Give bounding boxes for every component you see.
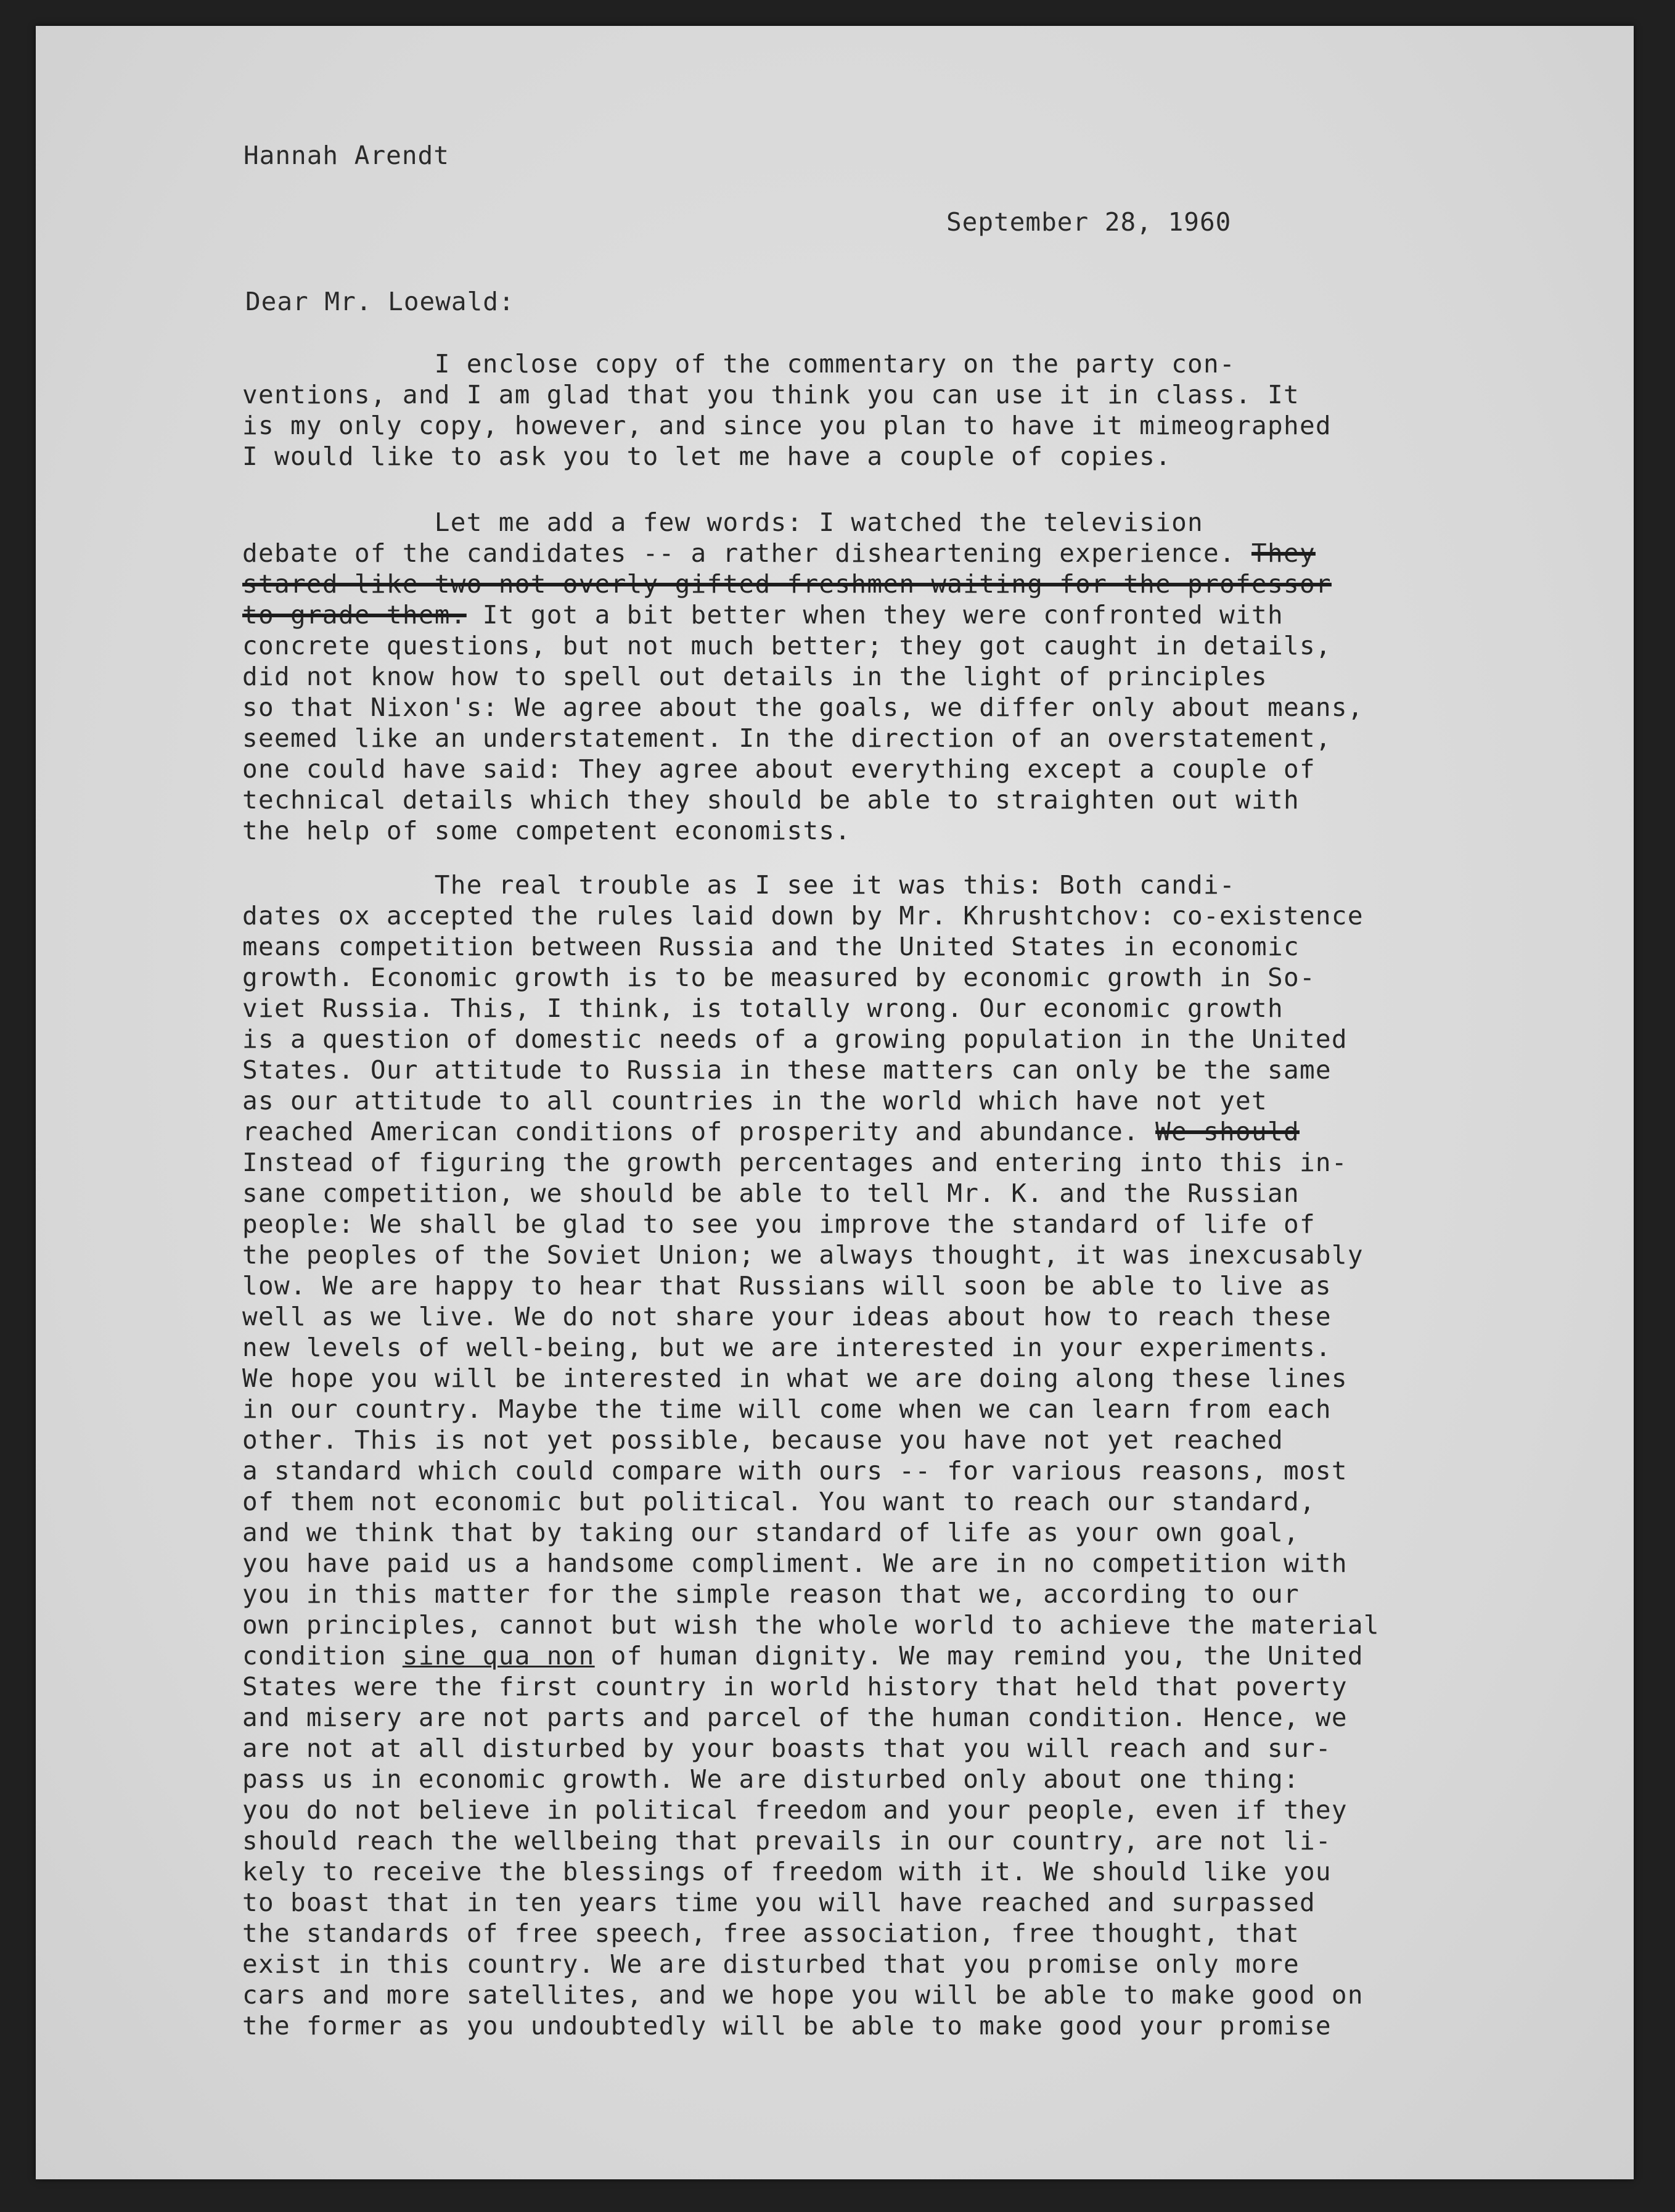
text-line: other. This is not yet possible, because you have not yet reached [242,1425,1284,1455]
text-line: as our attitude to all countries in the world which have not yet [242,1086,1268,1116]
text-segment: condition [242,1641,403,1671]
text-line: and misery are not parts and parcel of the human condition. Hence, we [242,1703,1348,1732]
text-line: I enclose copy of the commentary on the party con- [242,349,1236,379]
text-line: you do not believe in political freedom and your people, even if they [242,1795,1348,1825]
text-line: We hope you will be interested in what we are doing along these lines [242,1363,1348,1393]
text-line: Instead of figuring the growth percentages and entering into this in- [242,1148,1348,1177]
text-segment: of human dignity. We may remind you, the United [594,1641,1364,1671]
text-line: States. Our attitude to Russia in these matters can only be the same [242,1055,1332,1085]
text-line: ventions, and I am glad that you think you can use it in class. It [242,380,1300,409]
underlined-text: sine qua non [402,1641,595,1671]
text-line: I would like to ask you to let me have a couple of copies. [242,442,1172,471]
struck-line: stared like two not overly gifted freshmen waiting for the professor [242,569,1332,599]
text-line: is a question of domestic needs of a growing population in the United [242,1024,1348,1054]
text-line: exist in this country. We are disturbed that you promise only more [242,1949,1300,1979]
text-line: The real trouble as I see it was this: Both candi- [242,870,1236,900]
text-line: you in this matter for the simple reason that we, according to our [242,1579,1300,1609]
letter-author: Hannah Arendt [244,141,449,170]
text-line: well as we live. We do not share your ideas about how to reach these [242,1302,1332,1331]
text-line: seemed like an understatement. In the direction of an overstatement, [242,723,1332,753]
text-line: own principles, cannot but wish the whole world to achieve the material [242,1610,1380,1640]
paragraph-2 [242,507,1364,846]
struck-text: They [1251,538,1316,568]
text-line: cars and more satellites, and we hope you will be able to make good on [242,1980,1364,2010]
text-line: viet Russia. This, I think, is totally wrong. Our economic growth [242,993,1284,1023]
text-line: to boast that in ten years time you will have reached and surpassed [242,1888,1316,1917]
struck-text: to grade them. [242,600,467,630]
paragraph-1 [242,348,1332,472]
text-line: the former as you undoubtedly will be able to make good your promise [242,2011,1332,2041]
text-line: States were the first country in world history that held that poverty [242,1672,1348,1701]
text-line: dates ox accepted the rules laid down by Mr. Khrushtchov: co-existence [242,901,1364,931]
text-line [242,1640,1380,1671]
text-line: growth. Economic growth is to be measured by economic growth in So- [242,963,1316,992]
text-line: low. We are happy to hear that Russians will soon be able to live as [242,1271,1332,1301]
letter-salutation: Dear Mr. Loewald: [245,287,515,316]
text-line: are not at all disturbed by your boasts that you will reach and sur- [242,1733,1332,1763]
text-line: should reach the wellbeing that prevails in our country, are not li- [242,1826,1332,1856]
text-line: one could have said: They agree about everything except a couple of [242,754,1316,784]
text-line: Let me add a few words: I watched the television [242,508,1204,537]
text-line: is my only copy, however, and since you plan to have it mimeographed [242,411,1332,440]
text-segment: reached American conditions of prosperity and abundance. [242,1117,1156,1146]
text-line [242,1116,1380,1147]
text-line: the help of some competent economists. [242,816,851,845]
text-line [242,538,1364,569]
text-line: the peoples of the Soviet Union; we always thought, it was inexcusably [242,1240,1364,1270]
struck-text: We should [1155,1117,1300,1146]
text-line: pass us in economic growth. We are disturbed only about one thing: [242,1764,1300,1794]
text-line: kely to receive the blessings of freedom with it. We should like you [242,1857,1332,1886]
text-line: in our country. Maybe the time will come when we can learn from each [242,1394,1332,1424]
paragraph-3 [242,870,1380,2041]
text-line: concrete questions, but not much better; they got caught in details, [242,631,1332,660]
text-line [242,599,1364,630]
text-line: people: We shall be glad to see you improve the standard of life of [242,1209,1316,1239]
text-line: you have paid us a handsome compliment. We are in no competition with [242,1548,1348,1578]
text-segment: It got a bit better when they were confronted with [466,600,1284,630]
text-line: a standard which could compare with ours -- for various reasons, most [242,1456,1348,1486]
text-line: and we think that by taking our standard of life as your own goal, [242,1518,1300,1547]
letter-date: September 28, 1960 [946,207,1232,237]
text-line: did not know how to spell out details in the light of principles [242,662,1268,691]
text-line: sane competition, we should be able to tell Mr. K. and the Russian [242,1178,1300,1208]
text-line: so that Nixon's: We agree about the goals, we differ only about means, [242,693,1364,722]
text-line: new levels of well-being, but we are interested in your experiments. [242,1333,1332,1362]
text-segment: debate of the candidates -- a rather disheartening experience. [242,538,1251,568]
text-line: means competition between Russia and the United States in economic [242,932,1300,961]
text-line: the standards of free speech, free association, free thought, that [242,1918,1300,1948]
text-line: technical details which they should be able to straighten out with [242,785,1300,815]
text-line: of them not economic but political. You want to reach our standard, [242,1487,1316,1516]
